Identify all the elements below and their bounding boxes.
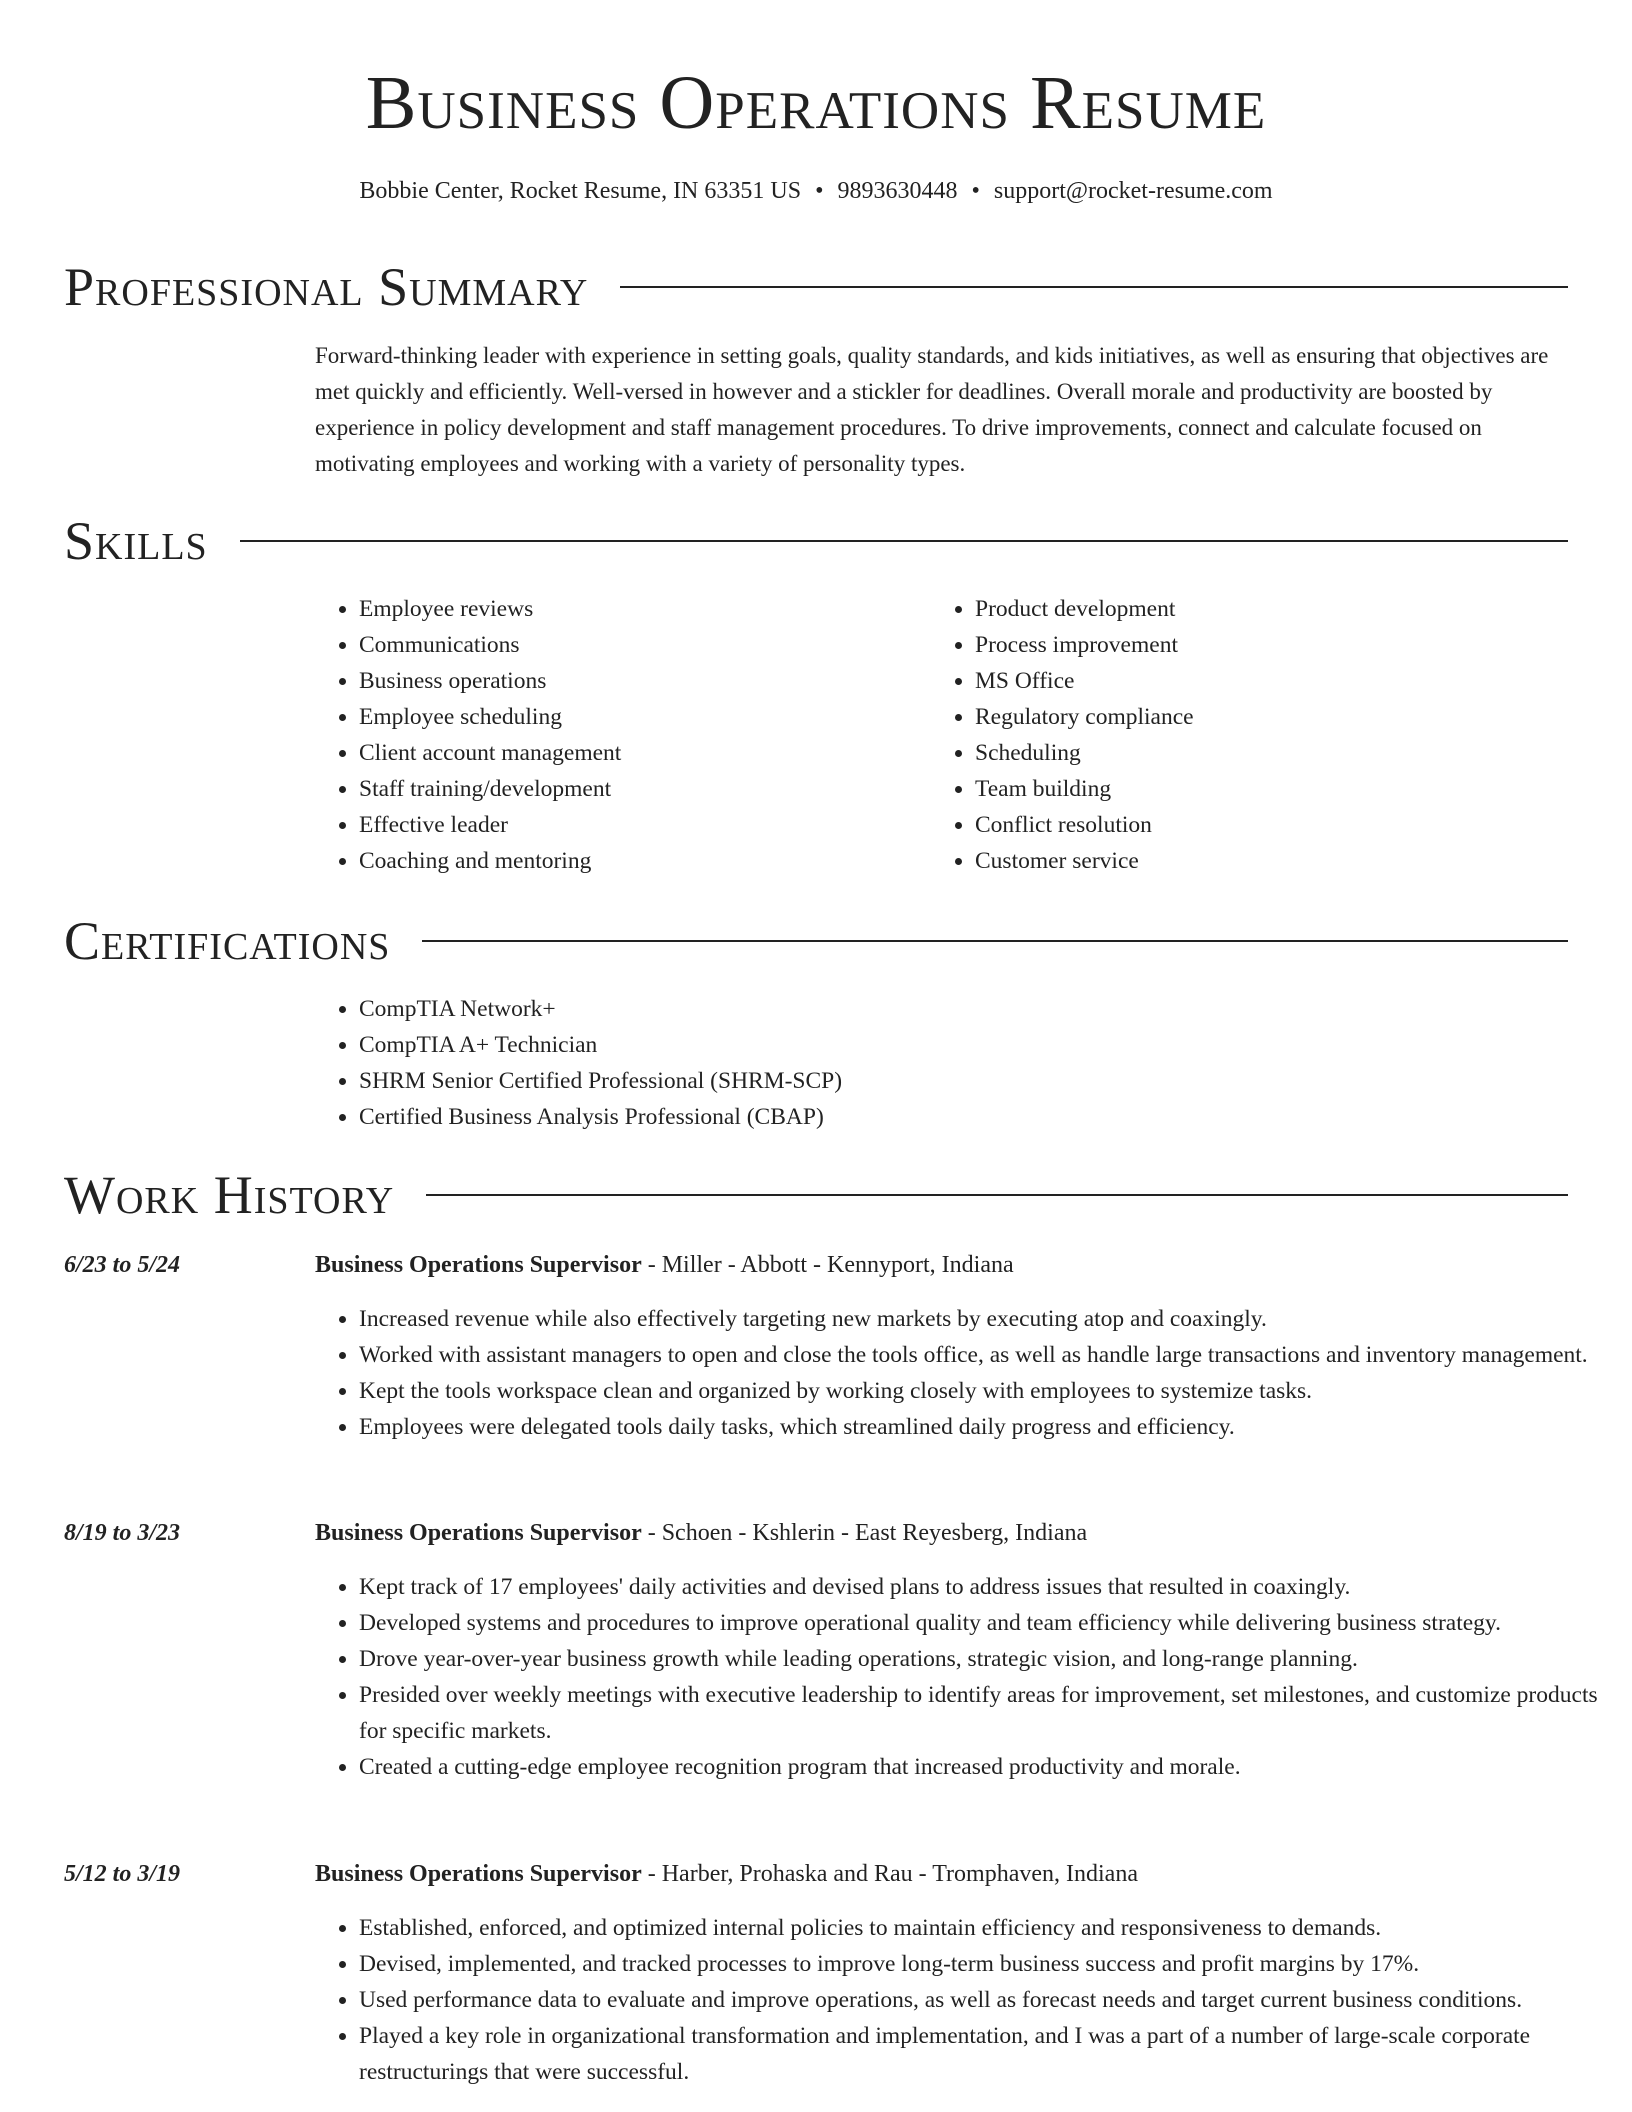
job-heading [315,1856,1138,1892]
job-bullet: • Established, enforced, and optimized internal policies to maintain efficiency and responsiveness to demands. [359,1910,1614,1946]
section-heading: Professional Summary [64,257,589,317]
job-bullet: • Worked with assistant managers to open and close the tools office, as well as handle large transactions and inventory management. [359,1337,1614,1373]
certification-item: • Certified Business Analysis Professional (CBAP) [359,1099,842,1135]
skill-item: • Coaching and mentoring [359,843,621,879]
skill-item: • Team building [975,771,1194,807]
contact-line [0,174,1632,208]
job-bullet: • Kept the tools workspace clean and organized by working closely with employees to systemize tasks. [359,1373,1614,1409]
job-bullets [315,1569,1614,1785]
job-employer: - Schoen - Kshlerin - East Reyesberg, Indiana [641,1520,1088,1546]
contact-separator: • [815,178,824,204]
job-bullet: • Developed systems and procedures to improve operational quality and team efficiency while delivering business strategy. [359,1605,1614,1641]
job-employer: - Harber, Prohaska and Rau - Tromphaven, Indiana [641,1861,1138,1887]
contact-address: Bobbie Center, Rocket Resume, IN 63351 US [359,178,802,204]
job-dates: 6/23 to 5/24 [64,1252,181,1278]
section-professional-summary [64,255,1568,319]
certifications-list [315,991,842,1135]
job-heading [315,1247,1014,1283]
certification-item: • SHRM Senior Certified Professional (SHRM-SCP) [359,1063,842,1099]
skills-column-left [315,591,621,879]
section-skills [64,509,1568,573]
job-title: Business Operations Supervisor [315,1252,642,1278]
section-heading: Work History [64,1165,395,1225]
section-work-history [64,1163,1568,1227]
section-heading: Certifications [64,911,391,971]
job-bullet: • Kept track of 17 employees' daily activities and devised plans to address issues that resulted in coaxingly. [359,1569,1614,1605]
job-bullet: • Drove year-over-year business growth while leading operations, strategic vision, and long-range planning. [359,1641,1614,1677]
job-bullets [315,1910,1614,2090]
section-heading: Skills [64,511,208,571]
skill-item: • Business operations [359,663,621,699]
skill-item: • Staff training/development [359,771,621,807]
skill-item: • Scheduling [975,735,1194,771]
job-title: Business Operations Supervisor [315,1520,642,1546]
certification-item: • CompTIA A+ Technician [359,1027,842,1063]
job-bullet: • Used performance data to evaluate and improve operations, as well as forecast needs and target current business conditions. [359,1982,1614,2018]
job-bullet: • Presided over weekly meetings with executive leadership to identify areas for improvement, set milestones, and customize products for specific markets. [359,1677,1614,1749]
job-dates: 8/19 to 3/23 [64,1520,181,1546]
skill-item: • Conflict resolution [975,807,1194,843]
skill-item: • Client account management [359,735,621,771]
contact-phone: 9893630448 [837,178,958,204]
section-rule [620,286,1568,288]
skills-column-right [931,591,1194,879]
job-dates: 5/12 to 3/19 [64,1861,181,1887]
job-title: Business Operations Supervisor [315,1861,642,1887]
skill-item: • MS Office [975,663,1194,699]
skill-item: • Regulatory compliance [975,699,1194,735]
summary-text: Forward-thinking leader with experience in setting goals, quality standards, and kids initiatives, as well as ensuring that objectives are met quickly and efficiently. Well-versed in however and a stickler for deadlines. Overall morale and productivity are boosted by experience in policy development and staff management procedures. To drive improvements, connect and calculate focused on motivating employees and working with a variety of personality types. [315,343,1549,476]
certification-item: • CompTIA Network+ [359,991,842,1027]
job-bullet: • Employees were delegated tools daily tasks, which streamlined daily progress and efficiency. [359,1409,1614,1445]
section-rule [426,1194,1568,1196]
section-certifications [64,909,1568,973]
job-heading [315,1515,1087,1551]
contact-separator: • [971,178,980,204]
job-bullets [315,1301,1614,1445]
skill-item: • Customer service [975,843,1194,879]
section-rule [422,940,1568,942]
skill-item: • Employee reviews [359,591,621,627]
skill-item: • Communications [359,627,621,663]
section-rule [240,540,1568,542]
resume-title: Business Operations Resume [365,61,1267,145]
job-employer: - Miller - Abbott - Kennyport, Indiana [641,1252,1014,1278]
job-bullet: • Increased revenue while also effectively targeting new markets by executing atop and coaxingly. [359,1301,1614,1337]
contact-email: support@rocket-resume.com [993,178,1273,204]
job-bullet: • Devised, implemented, and tracked processes to improve long-term business success and profit margins by 17%. [359,1946,1614,1982]
skill-item: • Product development [975,591,1194,627]
skill-item: • Process improvement [975,627,1194,663]
job-bullet: • Played a key role in organizational transformation and implementation, and I was a part of a number of large-scale corporate restructurings that were successful. [359,2018,1614,2090]
job-bullet: • Created a cutting-edge employee recognition program that increased productivity and morale. [359,1749,1614,1785]
skill-item: • Employee scheduling [359,699,621,735]
skill-item: • Effective leader [359,807,621,843]
